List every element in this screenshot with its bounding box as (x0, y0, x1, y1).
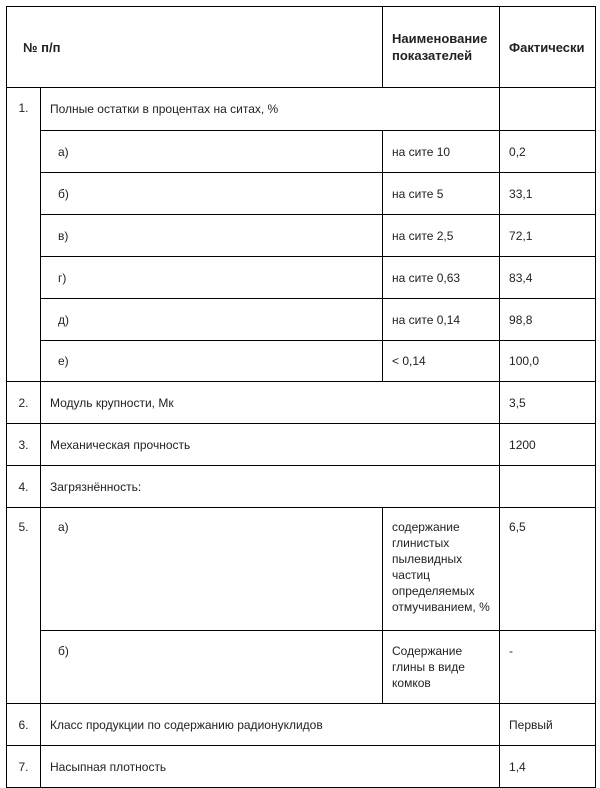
sub-name: на сите 10 (383, 131, 500, 173)
row-value: 3,5 (500, 382, 596, 424)
row-value (500, 88, 596, 131)
row-label: Загрязнённость: (41, 466, 500, 508)
row-label: Насыпная плотность (41, 746, 500, 788)
sub-letter: е) (41, 341, 383, 382)
row-value (500, 466, 596, 508)
row-value: 1,4 (500, 746, 596, 788)
row-num: 6. (7, 704, 41, 746)
row-label: Модуль крупности, Мк (41, 382, 500, 424)
row-num: 1. (7, 88, 41, 382)
sub-letter: а) (41, 508, 383, 631)
table-row (7, 704, 596, 746)
sub-value: 72,1 (500, 215, 596, 257)
sub-letter: г) (41, 257, 383, 299)
sub-value: 0,2 (500, 131, 596, 173)
table-row (7, 466, 596, 508)
sub-value: 98,8 (500, 299, 596, 341)
table-row (7, 424, 596, 466)
table-header-row (7, 7, 596, 88)
table-row (7, 746, 596, 788)
table-row (7, 382, 596, 424)
sub-letter: б) (41, 173, 383, 215)
table-row (7, 257, 596, 299)
sub-value: 6,5 (500, 508, 596, 631)
row-num: 4. (7, 466, 41, 508)
row-label: Полные остатки в процентах на ситах, % (41, 88, 500, 131)
sub-name: на сите 0,14 (383, 299, 500, 341)
row-num: 5. (7, 508, 41, 704)
sub-value: 33,1 (500, 173, 596, 215)
sub-value: - (500, 631, 596, 704)
row-num: 3. (7, 424, 41, 466)
sub-value: 83,4 (500, 257, 596, 299)
table-row (7, 88, 596, 131)
table-row (7, 131, 596, 173)
sub-letter: б) (41, 631, 383, 704)
row-num: 2. (7, 382, 41, 424)
row-value: 1200 (500, 424, 596, 466)
sub-name: Содержание глины в виде комков (383, 631, 500, 704)
table-row (7, 215, 596, 257)
sub-letter: а) (41, 131, 383, 173)
table-row (7, 508, 596, 631)
sub-value: 100,0 (500, 341, 596, 382)
table-row (7, 341, 596, 382)
row-label: Класс продукции по содержанию радионуклидов (41, 704, 500, 746)
sub-letter: д) (41, 299, 383, 341)
row-value: Первый (500, 704, 596, 746)
sub-name: на сите 2,5 (383, 215, 500, 257)
table-row (7, 173, 596, 215)
row-num: 7. (7, 746, 41, 788)
table-row (7, 299, 596, 341)
sub-name: < 0,14 (383, 341, 500, 382)
indicators-table (6, 6, 596, 788)
header-fact: Фактически (500, 7, 596, 88)
table-row (7, 631, 596, 704)
sub-name: содержание глинистых пылевидных частиц определяемых отмучиванием, % (383, 508, 500, 631)
sub-name: на сите 5 (383, 173, 500, 215)
header-name: Наименование показателей (383, 7, 500, 88)
sub-name: на сите 0,63 (383, 257, 500, 299)
header-num: № п/п (7, 7, 383, 88)
row-label: Механическая прочность (41, 424, 500, 466)
sub-letter: в) (41, 215, 383, 257)
